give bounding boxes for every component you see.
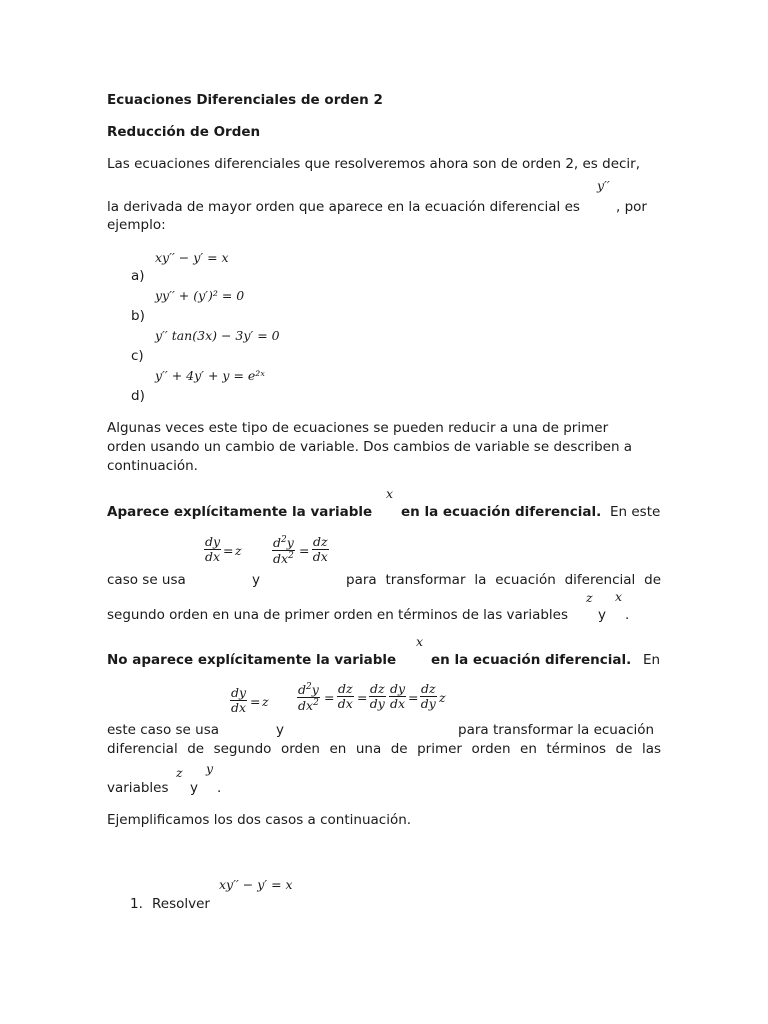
case1-var-z: z (586, 590, 593, 605)
case1-heading-a: Aparece explícitamente la variable (107, 504, 373, 520)
case2-equals-sign-2: = (324, 690, 335, 705)
case2-formula-dydx-2: $\frac{dy}{dx}$ (390, 681, 406, 712)
reduction-line-2: orden usando un cambio de variable. Dos cambios de variable se describen a (107, 439, 633, 455)
case1-line-2b: para transformar la ecuación diferencial de (346, 572, 661, 588)
case2-heading-a: No aparece explícitamente la variable (107, 652, 397, 668)
case2-variable-x: x (416, 634, 424, 649)
case2-line-4-end: . (217, 780, 222, 796)
intro-line-2a: la derivada de mayor orden que aparece en la ecuación diferencial es (107, 199, 580, 215)
case2-line-3: diferencial de segundo orden en una de primer orden en términos de las (107, 741, 661, 757)
list-item-1-text: Resolver (152, 896, 210, 912)
case2-equals-sign-4: = (408, 690, 419, 705)
highest-derivative-formula: y′′ (597, 178, 610, 193)
list-item-1-number: 1. (130, 896, 143, 912)
case1-line-3a: segundo orden en una de primer orden en términos de las variables (107, 607, 569, 623)
case1-z-symbol: z (235, 543, 242, 558)
intro-line-2b: , por (616, 199, 647, 215)
case2-equals-sign: = (250, 694, 261, 709)
case2-line-2b: para transformar la ecuación (458, 722, 655, 738)
case1-var-x: x (615, 589, 623, 604)
case1-formula-dzdx: $\frac{dz}{dx}$ (312, 534, 328, 565)
intro-line-3: ejemplo: (107, 217, 166, 233)
case1-formula-d2ydx2: $\frac{d^2y}{dx^2}$ (273, 535, 294, 567)
case2-heading-b: en la ecuación diferencial. (431, 652, 632, 668)
example-formula-c: y′′ tan(3x) − 3y′ = 0 (155, 328, 280, 343)
case1-line-3-end: . (625, 607, 630, 623)
case2-var-y: y (206, 761, 214, 776)
case2-formula-dydx: $\frac{dy}{dx}$ (231, 685, 247, 716)
case2-line-2-y: y (276, 722, 284, 738)
case1-heading-c: En este (610, 504, 661, 520)
case1-line-3-y: y (598, 607, 606, 623)
case2-line-4a: variables (107, 780, 169, 796)
example-label-b: b) (131, 308, 145, 324)
case1-line-2a: caso se usa (107, 572, 186, 588)
case2-var-z: z (176, 765, 183, 780)
section-subtitle: Reducción de Orden (107, 124, 261, 140)
list-item-1-formula: xy′′ − y′ = x (219, 877, 293, 892)
case2-line-4-y: y (190, 780, 198, 796)
example-formula-a: xy′′ − y′ = x (155, 250, 229, 265)
case2-heading-c: En (643, 652, 661, 668)
example-label-c: c) (131, 348, 144, 364)
example-formula-b: yy′′ + (y′)² = 0 (155, 288, 245, 303)
case2-formula-dzdx: $\frac{dz}{dx}$ (337, 681, 353, 712)
case1-equals-sign: = (223, 543, 234, 558)
example-formula-d: y′′ + 4y′ + y = e²ˣ (155, 368, 265, 383)
example-label-d: d) (131, 388, 145, 404)
intro-line-1: Las ecuaciones diferenciales que resolveremos ahora son de orden 2, es decir, (107, 156, 641, 172)
case2-z-symbol: z (262, 694, 269, 709)
document-title: Ecuaciones Diferenciales de orden 2 (107, 92, 383, 108)
case2-formula-dzdy: $\frac{dz}{dy}$ (369, 681, 385, 712)
case1-formula-dydx: $\frac{dy}{dx}$ (205, 534, 221, 565)
case2-formula-d2ydx2: $\frac{d^2y}{dx^2}$ (298, 682, 319, 714)
case1-variable-x: x (386, 486, 394, 501)
reduction-line-1: Algunas veces este tipo de ecuaciones se pueden reducir a una de primer (107, 420, 609, 436)
closing-sentence: Ejemplificamos los dos casos a continuación. (107, 812, 412, 828)
case1-line-2-y: y (252, 572, 260, 588)
example-label-a: a) (131, 268, 145, 284)
case1-heading-b: en la ecuación diferencial. (401, 504, 602, 520)
case1-equals-sign-2: = (299, 543, 310, 558)
case2-equals-sign-3: = (357, 690, 368, 705)
case2-z-factor: z (439, 690, 446, 705)
reduction-line-3: continuación. (107, 458, 198, 474)
case2-formula-dzdy-2: $\frac{dz}{dy}$ (420, 681, 436, 712)
case2-line-2a: este caso se usa (107, 722, 220, 738)
